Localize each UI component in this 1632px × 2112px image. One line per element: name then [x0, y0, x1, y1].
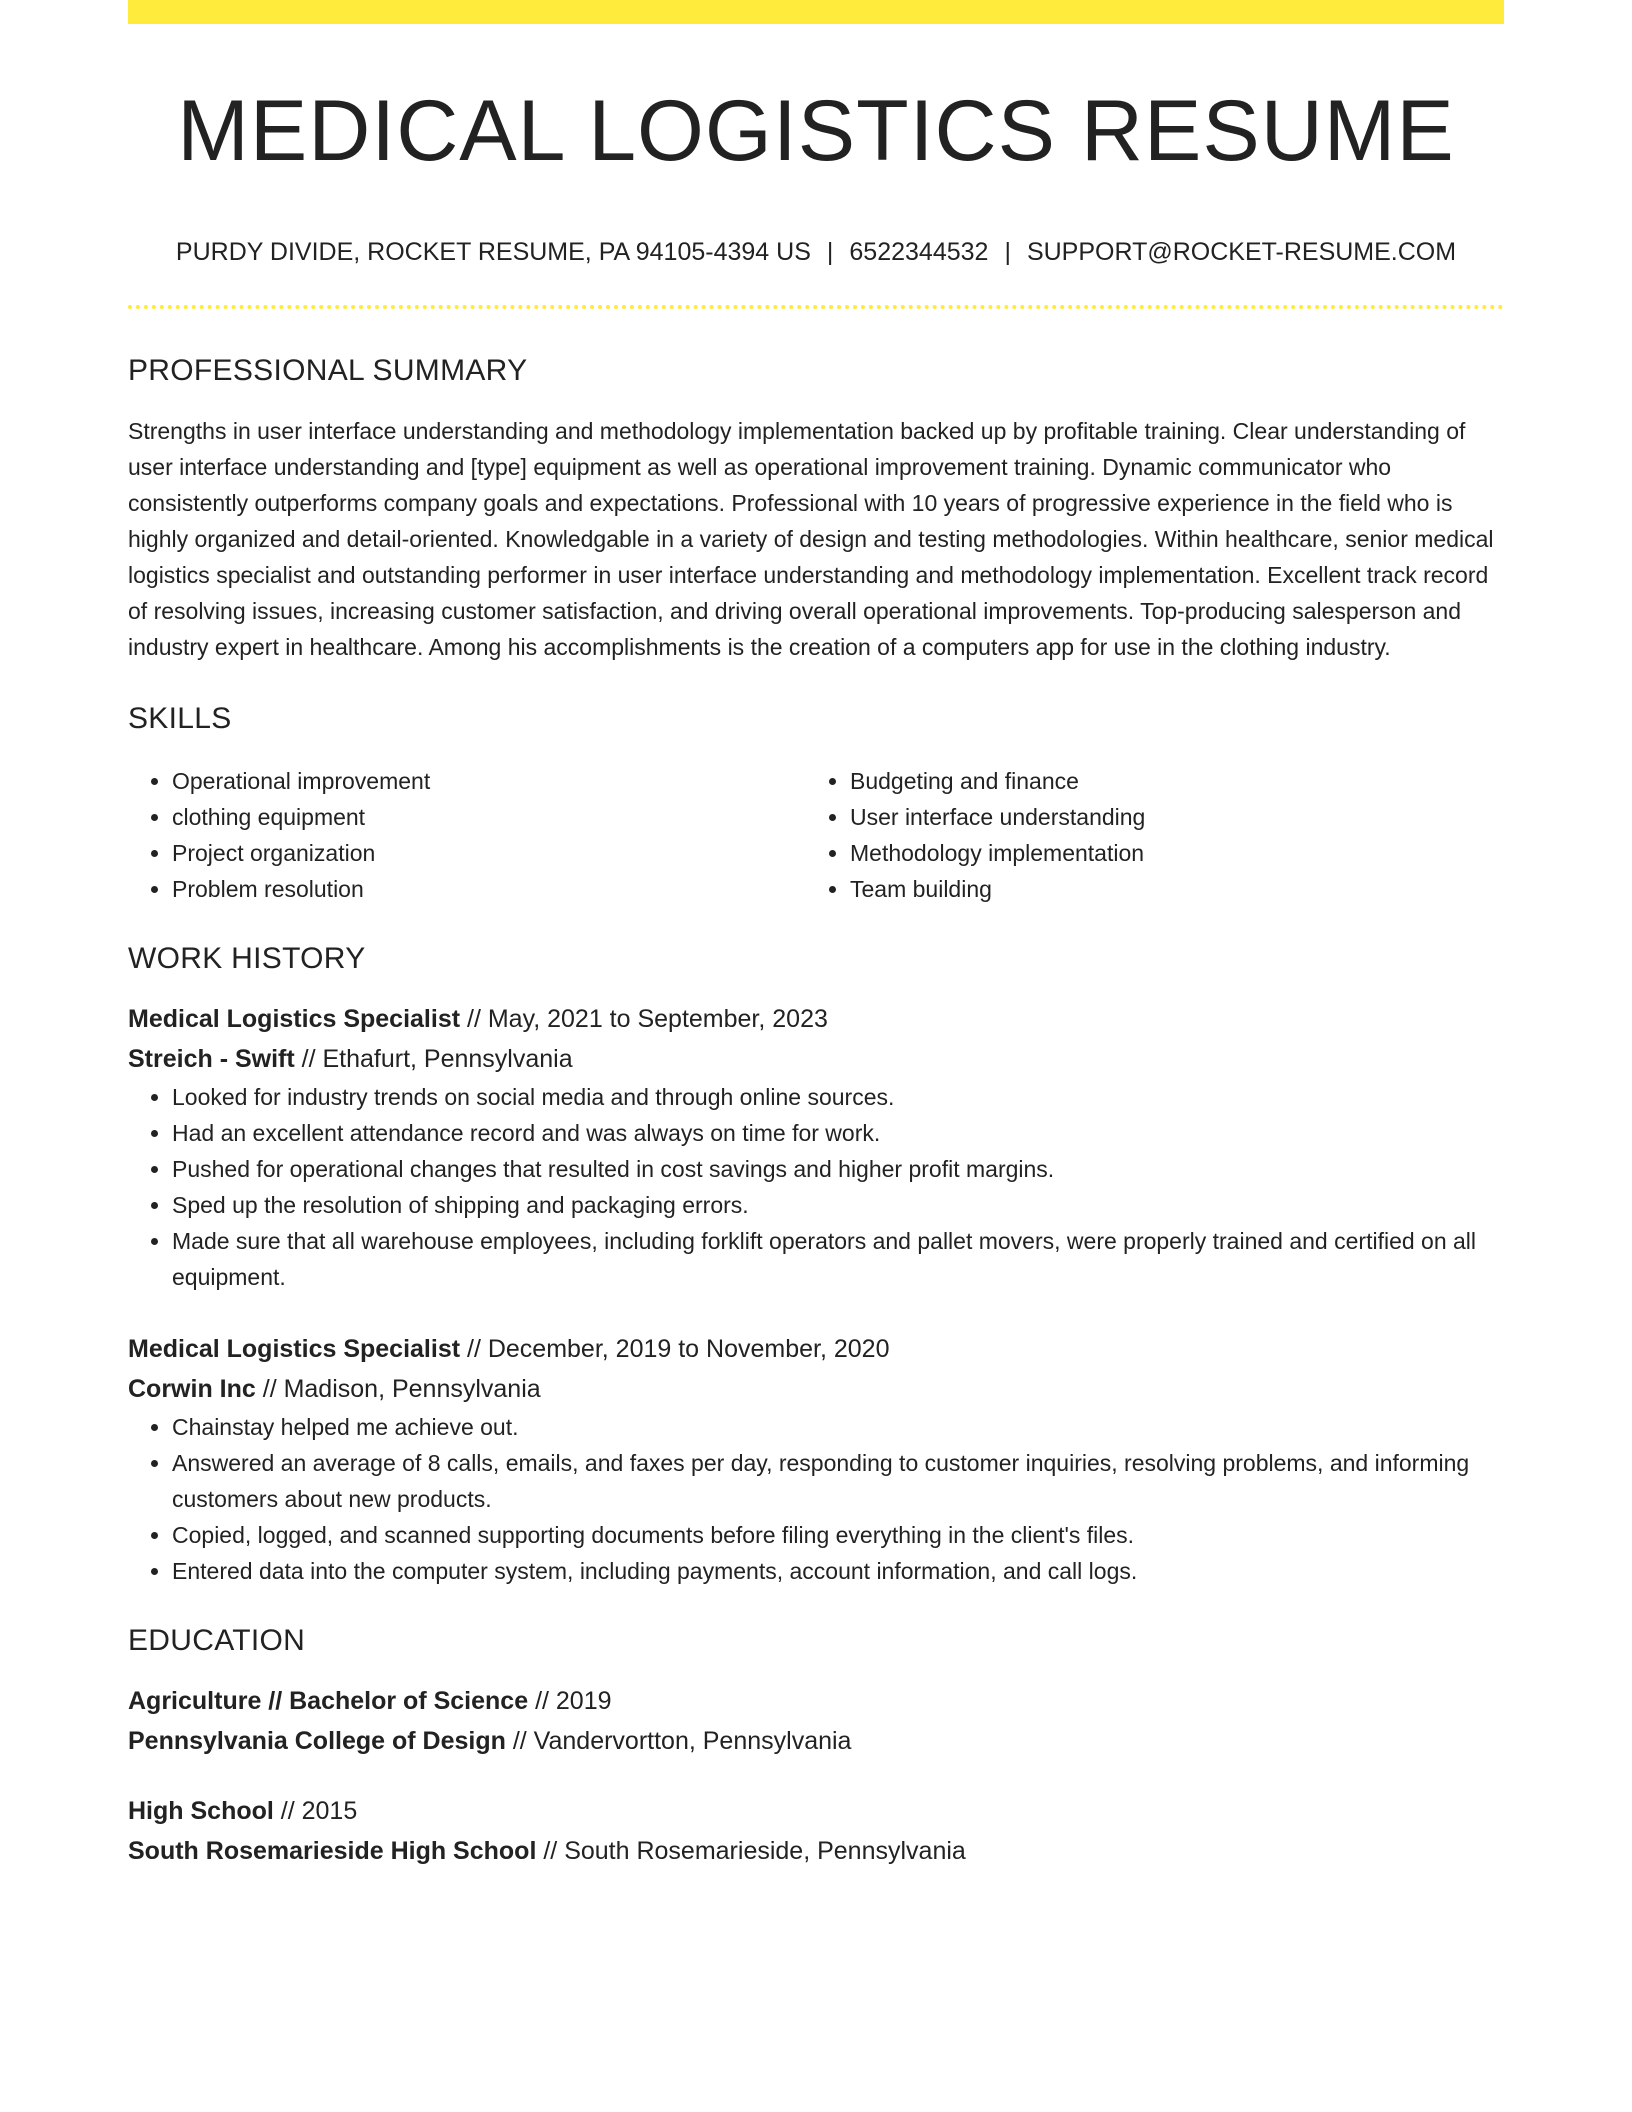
- job-entry: [128, 1329, 1504, 1589]
- education-heading: EDUCATION: [128, 1623, 306, 1657]
- school-location: // Vandervortton, Pennsylvania: [505, 1726, 852, 1755]
- job-title: Medical Logistics Specialist: [128, 1334, 461, 1363]
- job-duty: • Had an excellent attendance record and was always on time for work.: [172, 1115, 1504, 1151]
- top-accent-bar: [128, 0, 1504, 24]
- header-divider: [128, 305, 1504, 309]
- contact-email: SUPPORT@ROCKET-RESUME.COM: [1026, 237, 1457, 266]
- skills-column-left: [128, 763, 806, 907]
- degree: Agriculture // Bachelor of Science: [128, 1686, 529, 1715]
- skills-list: [128, 763, 1504, 907]
- contact-separator: |: [1004, 237, 1011, 266]
- contact-line: [128, 237, 1504, 267]
- school-name: Pennsylvania College of Design: [128, 1726, 506, 1755]
- job-location: // Ethafurt, Pennsylvania: [294, 1044, 573, 1073]
- graduation-year: // 2019: [528, 1686, 612, 1715]
- job-duty: • Looked for industry trends on social media and through online sources.: [172, 1079, 1504, 1115]
- skill-item: • Problem resolution: [172, 871, 806, 907]
- job-duty: • Answered an average of 8 calls, emails, and faxes per day, responding to customer inquiries, resolving problems, and informing customers about new products.: [172, 1445, 1504, 1517]
- job-duties: [128, 1079, 1504, 1295]
- summary-heading: PROFESSIONAL SUMMARY: [128, 353, 528, 387]
- resume-title: MEDICAL LOGISTICS RESUME: [177, 83, 1455, 179]
- education-entry: [128, 1681, 1504, 1761]
- job-duty: • Chainstay helped me achieve out.: [172, 1409, 1504, 1445]
- school-line: [128, 1721, 1504, 1761]
- job-duty: • Sped up the resolution of shipping and packaging errors.: [172, 1187, 1504, 1223]
- job-duty: • Entered data into the computer system, including payments, account information, and call logs.: [172, 1553, 1504, 1589]
- job-duty: • Made sure that all warehouse employees, including forklift operators and pallet movers, were properly trained and certified on all equipment.: [172, 1223, 1504, 1295]
- job-company-line: [128, 1369, 1504, 1409]
- summary-text: Strengths in user interface understanding and methodology implementation backed up by profitable training. Clear understanding of user interface understanding and [type] equipment as well as operational improvement training. Dynamic communicator who consistently outperforms company goals and expectations. Professional with 10 years of progressive experience in the field who is highly organized and detail-oriented. Knowledgable in a variety of design and testing methodologies. Within healthcare, senior medical logistics specialist and outstanding performer in user interface understanding and methodology implementation. Excellent track record of resolving issues, increasing customer satisfaction, and driving overall operational improvements. Top-producing salesperson and industry expert in healthcare. Among his accomplishments is the creation of a computers app for use in the clothing industry.: [128, 417, 1494, 660]
- work-history-heading: WORK HISTORY: [128, 941, 366, 975]
- contact-phone: 6522344532: [849, 237, 989, 266]
- job-duty: • Copied, logged, and scanned supporting documents before filing everything in the client's files.: [172, 1517, 1504, 1553]
- skills-column-right: [806, 763, 1484, 907]
- school-location: // South Rosemarieside, Pennsylvania: [536, 1836, 966, 1865]
- job-location: // Madison, Pennsylvania: [255, 1374, 541, 1403]
- contact-separator: |: [826, 237, 834, 266]
- job-company: Corwin Inc: [128, 1374, 256, 1403]
- skills-heading: SKILLS: [128, 701, 232, 735]
- contact-address: PURDY DIVIDE, ROCKET RESUME, PA 94105-4394 US: [175, 237, 811, 266]
- skill-item: • Team building: [850, 871, 1484, 907]
- job-entry: [128, 999, 1504, 1295]
- job-dates: // May, 2021 to September, 2023: [460, 1004, 828, 1033]
- skill-item: • Budgeting and finance: [850, 763, 1484, 799]
- job-duties: [128, 1409, 1504, 1589]
- graduation-year: // 2015: [273, 1796, 358, 1825]
- school-line: [128, 1831, 1504, 1871]
- job-company: Streich - Swift: [128, 1044, 295, 1073]
- job-dates: // December, 2019 to November, 2020: [460, 1334, 890, 1363]
- skill-item: • Methodology implementation: [850, 835, 1484, 871]
- skill-item: • Operational improvement: [172, 763, 806, 799]
- education-entry: [128, 1791, 1504, 1871]
- degree-line: [128, 1681, 1504, 1721]
- resume-page: [128, 0, 1504, 1871]
- skill-item: • Project organization: [172, 835, 806, 871]
- job-company-line: [128, 1039, 1504, 1079]
- skill-item: • clothing equipment: [172, 799, 806, 835]
- job-title-line: [128, 999, 1504, 1039]
- degree: High School: [128, 1796, 274, 1825]
- job-title-line: [128, 1329, 1504, 1369]
- school-name: South Rosemarieside High School: [128, 1836, 537, 1865]
- job-title: Medical Logistics Specialist: [128, 1004, 461, 1033]
- degree-line: [128, 1791, 1504, 1831]
- skill-item: • User interface understanding: [850, 799, 1484, 835]
- job-duty: • Pushed for operational changes that resulted in cost savings and higher profit margins.: [172, 1151, 1504, 1187]
